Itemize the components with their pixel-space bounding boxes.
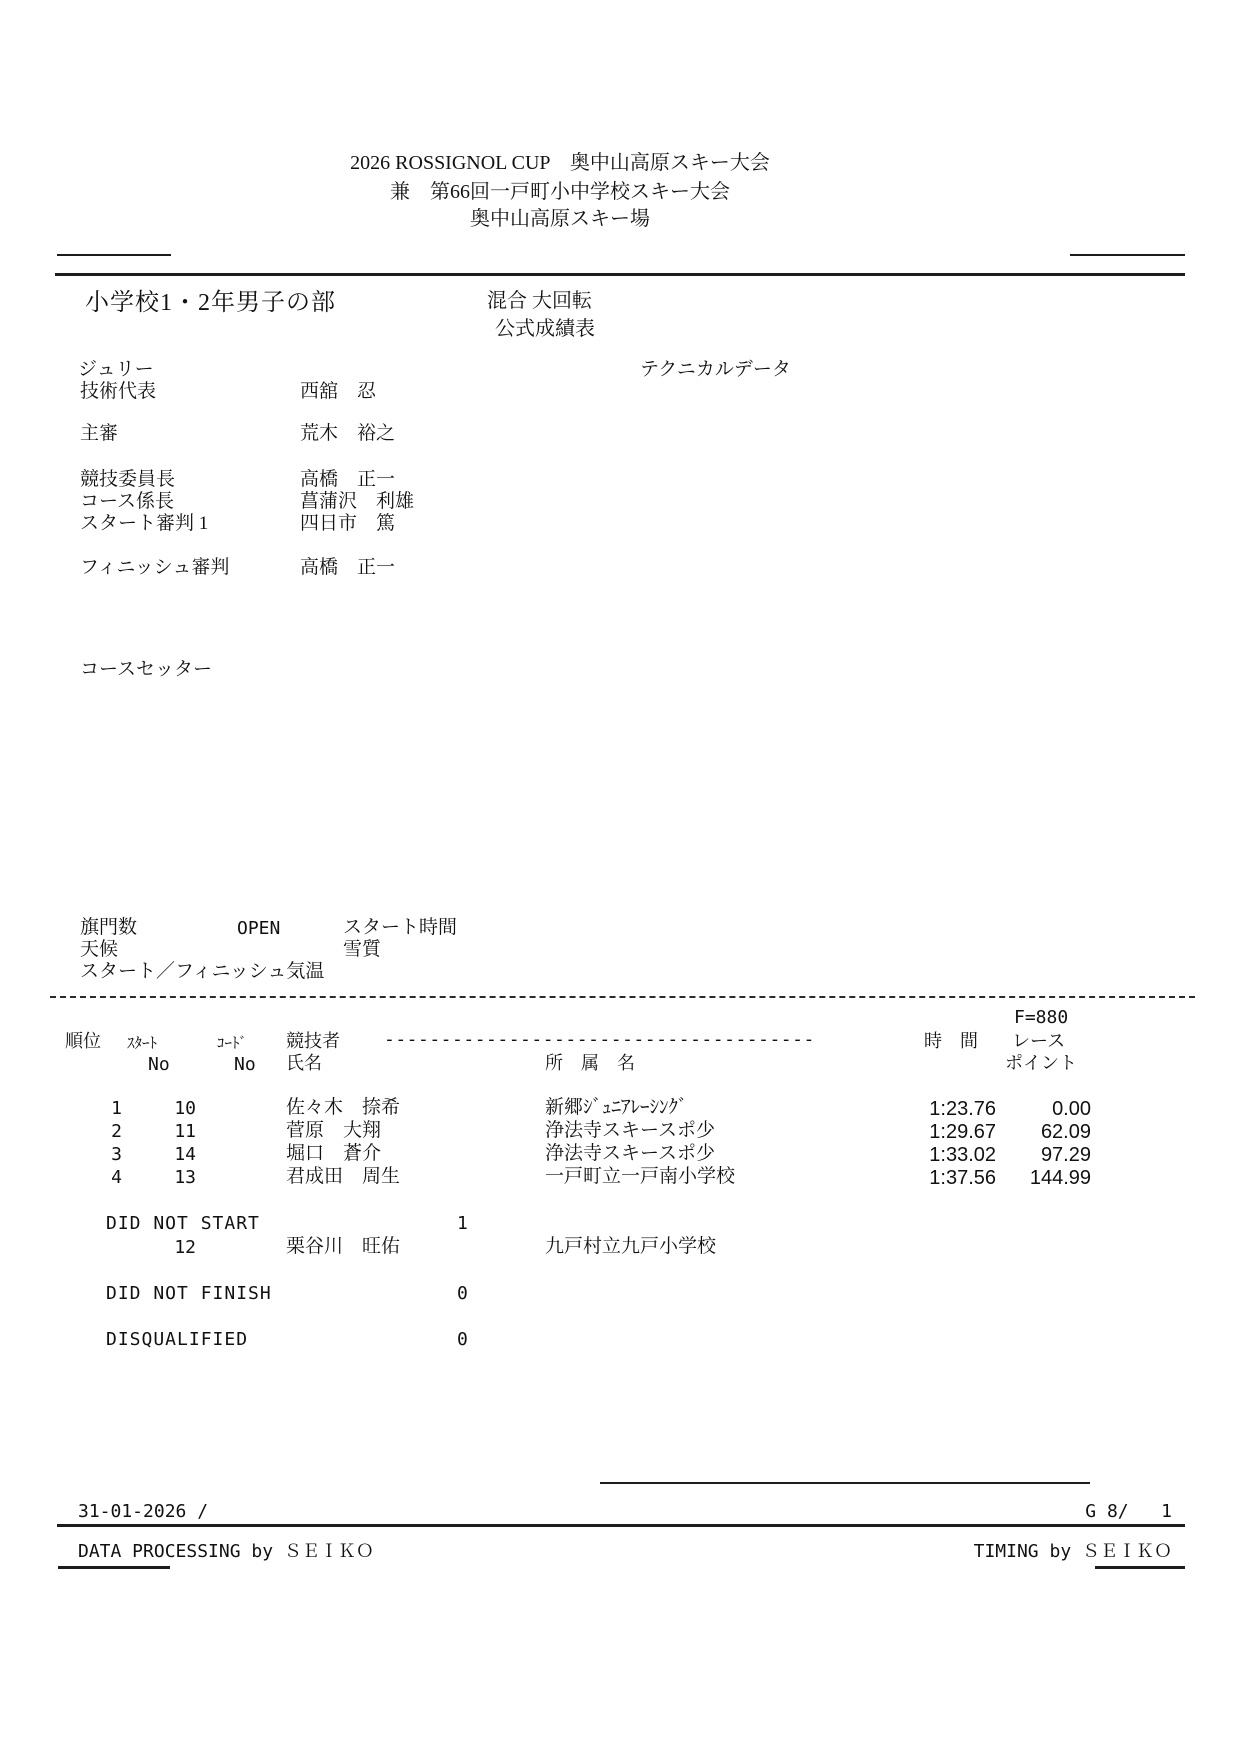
rank-cell: 4: [111, 1167, 122, 1188]
time-cell: 1:37.56: [929, 1167, 996, 1189]
data-processing-credit: DATA PROCESSING by ＳＥＩＫＯ: [78, 1541, 374, 1562]
jury-name: 菖蒲沢 利雄: [300, 491, 415, 512]
top-left-rule: [57, 254, 171, 256]
jury-role: 技術代表: [80, 381, 157, 402]
points-cell: 62.09: [1040, 1121, 1091, 1143]
race-discipline: 混合 大回転: [487, 290, 592, 312]
col-team: 所 属 名: [545, 1053, 635, 1073]
rank-cell: 3: [111, 1144, 122, 1165]
dnf-label: DID NOT FINISH: [106, 1283, 272, 1304]
jury-name: 高橋 正一: [300, 469, 396, 490]
bib-cell: 14: [174, 1144, 196, 1165]
points-cell: 97.29: [1040, 1144, 1091, 1166]
name-cell: 栗谷川 旺佑: [286, 1236, 401, 1257]
top-right-rule: [1070, 254, 1185, 256]
col-start: ｽﾀｰﾄ: [127, 1036, 158, 1052]
temperature-label: スタート／フィニッシュ気温: [80, 961, 325, 982]
name-cell: 君成田 周生: [286, 1166, 401, 1187]
team-cell: 浄法寺スキースポ少: [545, 1120, 716, 1141]
dashed-divider: [50, 996, 1195, 998]
jury-heading: ジュリー: [78, 359, 154, 380]
col-name: 氏名: [286, 1053, 322, 1073]
gates-label: 旗門数: [80, 917, 138, 938]
col-points: ポイント: [1005, 1053, 1077, 1073]
snow-label: 雪質: [343, 939, 382, 960]
bib-cell: 10: [174, 1098, 196, 1119]
time-cell: 1:33.02: [929, 1144, 996, 1166]
weather-label: 天候: [80, 939, 119, 960]
col-race: レース: [1012, 1031, 1066, 1051]
event-title-line3: 奥中山高原スキー場: [470, 208, 650, 230]
name-cell: 菅原 大翔: [286, 1120, 382, 1141]
jury-name: 荒木 裕之: [300, 423, 396, 444]
footer-date: 31-01-2026 /: [78, 1501, 209, 1522]
name-cell: 佐々木 捺希: [286, 1097, 401, 1118]
jury-role: フィニッシュ審判: [80, 557, 230, 578]
rank-cell: 1: [111, 1098, 122, 1119]
col-competitor: 競技者: [286, 1031, 340, 1051]
jury-name: 四日市 篤: [300, 513, 396, 534]
col-start-no: No: [148, 1054, 170, 1075]
dsq-count: 0: [457, 1329, 468, 1350]
name-cell: 堀口 蒼介: [286, 1143, 382, 1164]
race-category: 小学校1・2年男子の部: [85, 290, 336, 316]
jury-name: 西舘 忍: [300, 381, 377, 402]
col-code-no: No: [234, 1054, 256, 1075]
bib-cell: 12: [174, 1237, 196, 1258]
header-divider-rule: [55, 273, 1185, 276]
time-cell: 1:29.67: [929, 1121, 996, 1143]
sheet-title: 公式成績表: [495, 318, 595, 340]
bib-cell: 11: [174, 1121, 196, 1142]
col-code: ｺｰﾄﾞ: [217, 1036, 248, 1052]
jury-role: 主審: [80, 423, 119, 444]
bib-cell: 13: [174, 1167, 196, 1188]
event-title-line2: 兼 第66回一戸町小中学校スキー大会: [390, 181, 730, 203]
jury-role: スタート審判 1: [80, 513, 209, 534]
signature-rule: [600, 1482, 1090, 1484]
event-title-line1: 2026 ROSSIGNOL CUP 奥中山高原スキー大会: [350, 152, 770, 174]
team-cell: 浄法寺スキースポ少: [545, 1143, 716, 1164]
col-dashes: --------------------------------------: [384, 1029, 815, 1050]
gates-value: OPEN: [237, 918, 281, 939]
points-cell: 0.00: [1052, 1098, 1091, 1120]
col-rank: 順位: [65, 1031, 101, 1051]
jury-name: 高橋 正一: [300, 557, 396, 578]
col-time: 時 間: [924, 1031, 978, 1051]
dsq-label: DISQUALIFIED: [106, 1329, 249, 1350]
jury-role: 競技委員長: [80, 469, 176, 490]
bottom-right-rule: [1095, 1566, 1185, 1569]
timing-credit: TIMING by ＳＥＩＫＯ: [973, 1541, 1172, 1562]
team-cell: 新郷ｼﾞｭﾆｱﾚｰｼﾝｸﾞ: [545, 1097, 688, 1118]
start-time-label: スタート時間: [343, 917, 458, 938]
dnf-count: 0: [457, 1283, 468, 1304]
rank-cell: 2: [111, 1121, 122, 1142]
jury-role: コース係長: [80, 491, 175, 512]
bottom-left-rule: [58, 1566, 170, 1569]
team-cell: 九戸村立九戸小学校: [545, 1236, 717, 1257]
course-setter-label: コースセッター: [80, 659, 213, 680]
team-cell: 一戸町立一戸南小学校: [545, 1166, 736, 1187]
dns-label: DID NOT START: [106, 1213, 260, 1234]
time-cell: 1:23.76: [929, 1098, 996, 1120]
technical-data-heading: テクニカルデータ: [640, 359, 791, 380]
dns-count: 1: [457, 1213, 468, 1234]
footer-divider-rule: [57, 1524, 1185, 1527]
f-factor: F=880: [1014, 1007, 1069, 1028]
points-cell: 144.99: [1029, 1167, 1091, 1189]
footer-page-number: G 8/ 1: [1085, 1501, 1172, 1522]
